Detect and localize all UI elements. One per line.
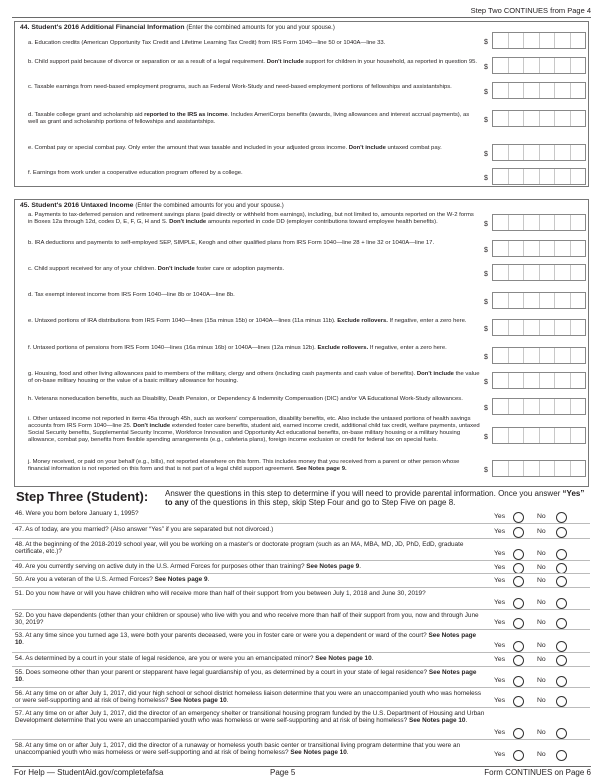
digit-cell[interactable]: [540, 399, 556, 414]
question-56: 56. At any time on or after July 1, 2017, did your high school or school district homeless liaison determine that you were an unaccompanied youth who was homeless or were self-supporting and at risk of being homeless? See Notes page 10.: [15, 690, 482, 705]
question-divider: [12, 666, 590, 667]
no-label: No: [537, 642, 546, 649]
yes-radio-58[interactable]: [513, 750, 524, 761]
digit-cell[interactable]: [524, 241, 540, 256]
digit-cell[interactable]: [509, 145, 525, 160]
question-57: 57. At any time on or after July 1, 2017, did the director of an emergency shelter or transitional housing program funded by the U.S. Department of Housing and Urban Development determine that you were an unaccompanied youth who was homeless or were self-supporting and at risk of being homeless? See Notes page 10.: [15, 710, 485, 725]
digit-cell[interactable]: [555, 265, 571, 280]
digit-cell[interactable]: [509, 83, 525, 98]
yes-radio-57[interactable]: [513, 728, 524, 739]
digit-cell[interactable]: [509, 293, 525, 308]
q45-amount-g[interactable]: [492, 372, 586, 389]
digit-cell[interactable]: [571, 169, 586, 184]
digit-cell[interactable]: [524, 265, 540, 280]
digit-cell[interactable]: [571, 461, 586, 476]
digit-cell[interactable]: [540, 111, 556, 126]
no-radio-48[interactable]: [556, 549, 567, 560]
digit-cell[interactable]: [509, 215, 525, 230]
digit-cell[interactable]: [540, 293, 556, 308]
digit-cell[interactable]: [493, 461, 509, 476]
q45-amount-j[interactable]: [492, 460, 586, 477]
question-divider: [12, 707, 590, 708]
digit-cell[interactable]: [555, 33, 571, 48]
question-58: 58. At any time on or after July 1, 2017, did the director of a runaway or homeless youth basic center or transitional living program determine that you were an unaccompanied youth who was homeless or were self-supporting and at risk of being homeless? See Notes page 10.: [15, 742, 461, 757]
digit-cell[interactable]: [493, 293, 509, 308]
q45-amount-b[interactable]: [492, 240, 586, 257]
q45-item-i: i. Other untaxed income not reported in items 45a through 45h, such as workers' compensation, disability benefits, etc. Also include the untaxed portions of health savings accounts from IRS Form 1040—line 25. Don't include extended foster care benefits, student aid, earned income credit, additional child tax credit, welfare payments, untaxed Social Security benefits, Supplemental Security Income, Workforce Innovation and Opportunity Act educational benefits, on-base military housing or a military housing allowance, combat pay, benefits from flexible spending arrangements (e.g., cafeteria plans), foreign income exclusion or credit for federal tax on special fuels.: [28, 416, 480, 443]
q45-item-b: b. IRA deductions and payments to self-employed SEP, SIMPLE, Keogh and other qualified plans from IRS Form 1040—line 28 + line 32 or 1040A—line 17.: [28, 240, 435, 246]
dollar-sign: $: [484, 354, 488, 361]
continues-on-footer: Form CONTINUES on Page 6: [484, 768, 591, 777]
q44-amount-d[interactable]: [492, 110, 586, 127]
q45-amount-h[interactable]: [492, 398, 586, 415]
digit-cell[interactable]: [540, 241, 556, 256]
question-49: 49. Are you currently serving on active duty in the U.S. Armed Forces for purposes other than training? See Notes page 9.: [15, 563, 361, 570]
yes-label: Yes: [494, 677, 506, 684]
yes-label: Yes: [494, 513, 506, 520]
digit-cell[interactable]: [571, 373, 586, 388]
q45-item-h: h. Veterans noneducation benefits, such as Disability, Death Pension, or Dependency & Indemnity Compensation (DIC) and/or VA Educational Work-Study allowances.: [28, 396, 463, 402]
question-52: 52. Do you have dependents (other than your children or spouse) who live with you and who receive more than half of their support from you, now and through June 30, 2019?: [15, 612, 479, 627]
digit-cell[interactable]: [555, 373, 571, 388]
dollar-sign: $: [484, 221, 488, 228]
yes-radio-48[interactable]: [513, 549, 524, 560]
digit-cell[interactable]: [509, 399, 525, 414]
digit-cell[interactable]: [555, 215, 571, 230]
dollar-sign: $: [484, 405, 488, 412]
yes-label: Yes: [494, 642, 506, 649]
digit-cell[interactable]: [493, 83, 509, 98]
yes-label: Yes: [494, 729, 506, 736]
yes-radio-47[interactable]: [513, 527, 524, 538]
digit-cell[interactable]: [493, 348, 509, 363]
digit-cell[interactable]: [493, 428, 509, 443]
no-label: No: [537, 697, 546, 704]
digit-cell[interactable]: [540, 58, 556, 73]
yes-radio-46[interactable]: [513, 512, 524, 523]
dollar-sign: $: [484, 117, 488, 124]
q44-amount-a[interactable]: [492, 32, 586, 49]
no-radio-52[interactable]: [556, 618, 567, 629]
q45-amount-f[interactable]: [492, 347, 586, 364]
digit-cell[interactable]: [571, 33, 586, 48]
question-divider: [12, 523, 590, 524]
digit-cell[interactable]: [509, 428, 525, 443]
question-divider: [12, 739, 590, 740]
dollar-sign: $: [484, 39, 488, 46]
no-label: No: [537, 599, 546, 606]
digit-cell[interactable]: [540, 33, 556, 48]
yes-radio-50[interactable]: [513, 576, 524, 587]
no-radio-57[interactable]: [556, 728, 567, 739]
digit-cell[interactable]: [509, 461, 525, 476]
digit-cell[interactable]: [509, 111, 525, 126]
digit-cell[interactable]: [555, 169, 571, 184]
digit-cell[interactable]: [555, 293, 571, 308]
digit-cell[interactable]: [524, 293, 540, 308]
digit-cell[interactable]: [571, 348, 586, 363]
no-label: No: [537, 528, 546, 535]
yes-radio-55[interactable]: [513, 676, 524, 687]
q44-amount-b[interactable]: [492, 57, 586, 74]
yes-label: Yes: [494, 528, 506, 535]
yes-label: Yes: [494, 550, 506, 557]
no-radio-50[interactable]: [556, 576, 567, 587]
question-divider: [12, 587, 590, 588]
yes-radio-51[interactable]: [513, 598, 524, 609]
yes-radio-56[interactable]: [513, 696, 524, 707]
digit-cell[interactable]: [524, 33, 540, 48]
digit-cell[interactable]: [571, 293, 586, 308]
digit-cell[interactable]: [493, 265, 509, 280]
dollar-sign: $: [484, 271, 488, 278]
yes-label: Yes: [494, 564, 506, 571]
yes-radio-54[interactable]: [513, 655, 524, 666]
digit-cell[interactable]: [493, 33, 509, 48]
yes-label: Yes: [494, 697, 506, 704]
q45-item-c: c. Child support received for any of your children. Don't include foster care or adoption payments.: [28, 266, 285, 272]
digit-cell[interactable]: [540, 461, 556, 476]
dollar-sign: $: [484, 247, 488, 254]
q44-amount-f[interactable]: [492, 168, 586, 185]
digit-cell[interactable]: [524, 169, 540, 184]
no-radio-46[interactable]: [556, 512, 567, 523]
digit-cell[interactable]: [555, 83, 571, 98]
digit-cell[interactable]: [540, 265, 556, 280]
digit-cell[interactable]: [493, 111, 509, 126]
digit-cell[interactable]: [555, 461, 571, 476]
q45-item-g: g. Housing, food and other living allowances paid to members of the military, clergy and others (including cash payments and cash value of benefits). Don't include the value of on-base military housing or the value of a basic military allowance for housing.: [28, 371, 480, 384]
q44-item-f: f. Earnings from work under a cooperative education program offered by a college.: [28, 170, 243, 176]
question-48: 48. At the beginning of the 2018-2019 school year, will you be working on a master's or doctorate program (such as an MA, MBA, MD, JD, PhD, EdD, graduate certificate, etc.)?: [15, 541, 464, 556]
q44-amount-c[interactable]: [492, 82, 586, 99]
no-label: No: [537, 751, 546, 758]
q44-item-b: b. Child support paid because of divorce or separation or as a result of a legal requirement. Don't include support for children in your household, as reported in question 95.: [28, 59, 478, 65]
question-divider: [12, 609, 590, 610]
digit-cell[interactable]: [524, 348, 540, 363]
no-label: No: [537, 550, 546, 557]
q45-amount-e[interactable]: [492, 319, 586, 336]
digit-cell[interactable]: [540, 215, 556, 230]
digit-cell[interactable]: [493, 58, 509, 73]
step-three-description: Answer the questions in this step to determine if you will need to provide parental information. Once you answer “Yes” to any of the questions in this step, skip Step Four and go to Step Five on page 8.: [165, 489, 585, 507]
digit-cell[interactable]: [493, 320, 509, 335]
no-radio-51[interactable]: [556, 598, 567, 609]
q44-item-c: c. Taxable earnings from need-based employment programs, such as Federal Work-Study and need-based employment portions of fellowships and assistantships.: [28, 84, 452, 90]
digit-cell[interactable]: [555, 241, 571, 256]
digit-cell[interactable]: [493, 373, 509, 388]
digit-cell[interactable]: [493, 145, 509, 160]
question-54: 54. As determined by a court in your state of legal residence, are you or were you an emancipated minor? See Notes page 10.: [15, 655, 374, 662]
q45-amount-c[interactable]: [492, 264, 586, 281]
yes-label: Yes: [494, 751, 506, 758]
digit-cell[interactable]: [509, 58, 525, 73]
digit-cell[interactable]: [524, 399, 540, 414]
no-radio-53[interactable]: [556, 641, 567, 652]
question-47: 47. As of today, are you married? (Also answer “Yes” if you are separated but not divorced.): [15, 526, 274, 533]
digit-cell[interactable]: [540, 428, 556, 443]
q45-amount-a[interactable]: [492, 214, 586, 231]
dollar-sign: $: [484, 379, 488, 386]
yes-label: Yes: [494, 619, 506, 626]
question-45-title: 45. Student's 2016 Untaxed Income (Enter the combined amounts for you and your spouse.): [20, 202, 284, 209]
digit-cell[interactable]: [571, 58, 586, 73]
no-radio-54[interactable]: [556, 655, 567, 666]
dollar-sign: $: [484, 434, 488, 441]
step-three-heading: Step Three (Student):: [16, 489, 149, 504]
digit-cell[interactable]: [555, 145, 571, 160]
digit-cell[interactable]: [509, 373, 525, 388]
question-divider: [12, 560, 590, 561]
dollar-sign: $: [484, 326, 488, 333]
digit-cell[interactable]: [571, 215, 586, 230]
no-label: No: [537, 619, 546, 626]
dollar-sign: $: [484, 151, 488, 158]
digit-cell[interactable]: [493, 399, 509, 414]
digit-cell[interactable]: [540, 169, 556, 184]
q44-item-d: d. Taxable college grant and scholarship aid reported to the IRS as income. Includes AmeriCorps benefits (awards, living allowances and interest accrual payments), as well as grant and scholarship portions of fellowships and assistantships.: [28, 112, 470, 125]
digit-cell[interactable]: [509, 320, 525, 335]
digit-cell[interactable]: [555, 348, 571, 363]
question-divider: [12, 629, 590, 630]
digit-cell[interactable]: [555, 320, 571, 335]
digit-cell[interactable]: [540, 145, 556, 160]
question-55: 55. Does someone other than your parent or stepparent have legal guardianship of you, as determined by a court in your state of legal residence? See Notes page 10.: [15, 669, 477, 684]
digit-cell[interactable]: [493, 241, 509, 256]
no-radio-47[interactable]: [556, 527, 567, 538]
yes-label: Yes: [494, 599, 506, 606]
digit-cell[interactable]: [540, 83, 556, 98]
question-divider: [12, 652, 590, 653]
dollar-sign: $: [484, 64, 488, 71]
dollar-sign: $: [484, 89, 488, 96]
question-53: 53. At any time since you turned age 13, were both your parents deceased, were you in foster care or were you a dependent or ward of the court? See Notes page 10.: [15, 632, 477, 647]
digit-cell[interactable]: [540, 373, 556, 388]
question-44-title: 44. Student's 2016 Additional Financial Information (Enter the combined amounts for you and your spouse.): [20, 24, 335, 31]
digit-cell[interactable]: [524, 145, 540, 160]
digit-cell[interactable]: [571, 320, 586, 335]
digit-cell[interactable]: [540, 348, 556, 363]
top-rule: [12, 17, 591, 18]
q45-item-e: e. Untaxed portions of IRA distributions from IRS Form 1040—lines (15a minus 15b) or 1040A—lines (11a minus 11b). Exclude rollovers. If negative, enter a zero here.: [28, 318, 467, 324]
digit-cell[interactable]: [524, 111, 540, 126]
digit-cell[interactable]: [555, 428, 571, 443]
q45-item-f: f. Untaxed portions of pensions from IRS Form 1040—lines (16a minus 16b) or 1040A—lines (12a minus 12b). Exclude rollovers. If negative, enter a zero here.: [28, 345, 447, 351]
yes-label: Yes: [494, 656, 506, 663]
digit-cell[interactable]: [571, 111, 586, 126]
q45-item-d: d. Tax exempt interest income from IRS Form 1040—line 8b or 1040A—line 8b.: [28, 292, 235, 298]
question-divider: [12, 573, 590, 574]
no-label: No: [537, 577, 546, 584]
digit-cell[interactable]: [524, 373, 540, 388]
q45-item-a: a. Payments to tax-deferred pension and retirement savings plans (paid directly or withheld from earnings), including, but not limited to, amounts reported on the W-2 forms in Boxes 12a through 12d, codes D, E, F, G, H and S. Don't include amounts reported in code DD (employer contributions toward employee health benefits).: [28, 212, 474, 225]
q44-amount-e[interactable]: [492, 144, 586, 161]
question-46: 46. Were you born before January 1, 1995?: [15, 510, 139, 517]
q45-item-j: j. Money received, or paid on your behalf (e.g., bills), not reported elsewhere on this form. This includes money that you received from a parent or other person whose financial information is not reported on this form and that is not part of a legal child support agreement. See Notes page 9.: [28, 459, 460, 472]
no-label: No: [537, 677, 546, 684]
q44-item-e: e. Combat pay or special combat pay. Only enter the amount that was taxable and included in your adjusted gross income. Don't include untaxed combat pay.: [28, 145, 442, 151]
digit-cell[interactable]: [571, 241, 586, 256]
yes-radio-52[interactable]: [513, 618, 524, 629]
no-radio-55[interactable]: [556, 676, 567, 687]
digit-cell[interactable]: [524, 320, 540, 335]
no-radio-58[interactable]: [556, 750, 567, 761]
digit-cell[interactable]: [571, 83, 586, 98]
question-51: 51. Do you now have or will you have children who will receive more than half of their support from you between July 1, 2018 and June 30, 2019?: [15, 590, 426, 597]
digit-cell[interactable]: [571, 265, 586, 280]
digit-cell[interactable]: [524, 83, 540, 98]
digit-cell[interactable]: [509, 33, 525, 48]
digit-cell[interactable]: [509, 348, 525, 363]
dollar-sign: $: [484, 175, 488, 182]
digit-cell[interactable]: [493, 215, 509, 230]
q45-amount-i[interactable]: [492, 427, 586, 444]
digit-cell[interactable]: [524, 215, 540, 230]
digit-cell[interactable]: [571, 145, 586, 160]
digit-cell[interactable]: [555, 111, 571, 126]
no-label: No: [537, 656, 546, 663]
question-divider: [12, 687, 590, 688]
yes-radio-53[interactable]: [513, 641, 524, 652]
continues-from-header: Step Two CONTINUES from Page 4: [470, 6, 591, 15]
no-label: No: [537, 729, 546, 736]
digit-cell[interactable]: [493, 169, 509, 184]
digit-cell[interactable]: [509, 169, 525, 184]
help-footer: For Help — StudentAid.gov/completefafsa: [14, 768, 164, 777]
digit-cell[interactable]: [571, 399, 586, 414]
digit-cell[interactable]: [540, 320, 556, 335]
question-divider: [12, 538, 590, 539]
digit-cell[interactable]: [555, 58, 571, 73]
page-number: Page 5: [270, 768, 296, 777]
question-50: 50. Are you a veteran of the U.S. Armed Forces? See Notes page 9.: [15, 576, 210, 583]
digit-cell[interactable]: [509, 241, 525, 256]
dollar-sign: $: [484, 467, 488, 474]
digit-cell[interactable]: [524, 461, 540, 476]
bottom-rule: [12, 766, 591, 767]
no-radio-56[interactable]: [556, 696, 567, 707]
digit-cell[interactable]: [524, 428, 540, 443]
q44-item-a: a. Education credits (American Opportunity Tax Credit and Lifetime Learning Tax Credit) from IRS Form 1040—line 50 or 1040A—line 33.: [28, 40, 386, 46]
digit-cell[interactable]: [524, 58, 540, 73]
dollar-sign: $: [484, 299, 488, 306]
no-label: No: [537, 564, 546, 571]
yes-label: Yes: [494, 577, 506, 584]
digit-cell[interactable]: [555, 399, 571, 414]
no-label: No: [537, 513, 546, 520]
digit-cell[interactable]: [571, 428, 586, 443]
digit-cell[interactable]: [509, 265, 525, 280]
q45-amount-d[interactable]: [492, 292, 586, 309]
